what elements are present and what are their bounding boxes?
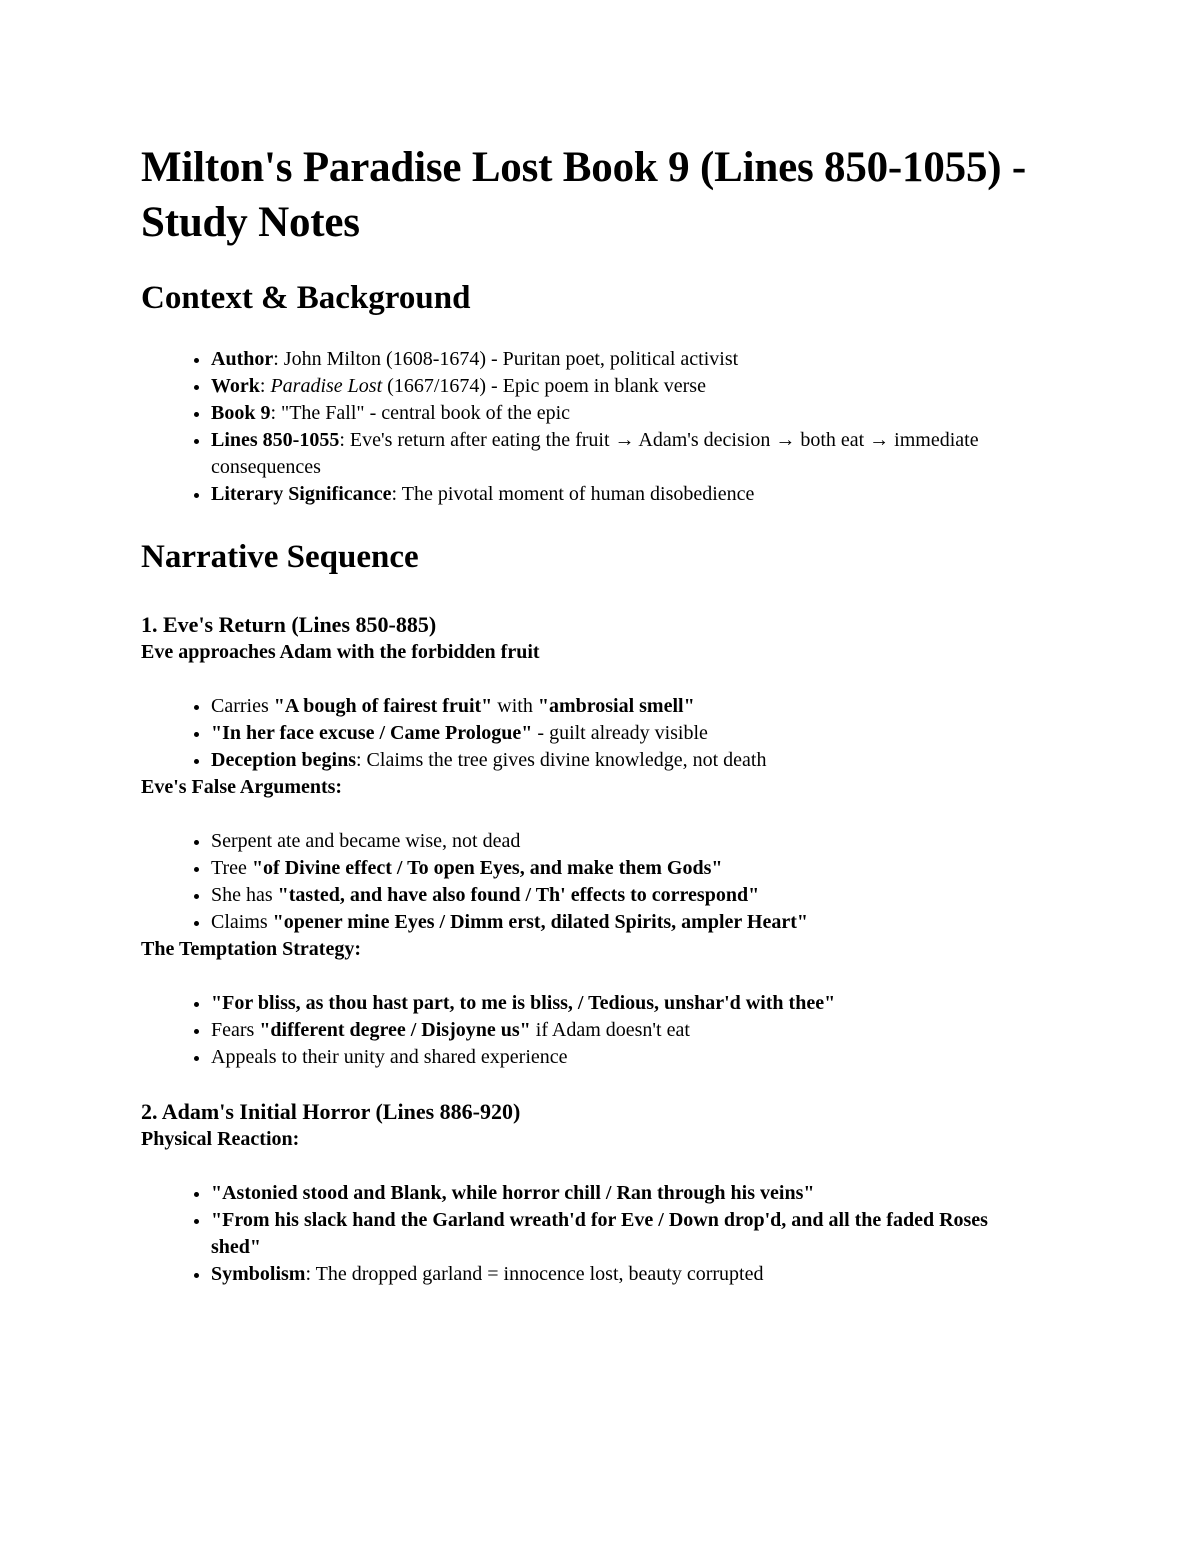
- false-arguments-list: [141, 828, 1041, 936]
- list-item: • Claims "opener mine Eyes / Dimm erst, dilated Spirits, ampler Heart": [211, 909, 1041, 936]
- list-item: • Serpent ate and became wise, not dead: [211, 828, 1041, 855]
- list-item: • Symbolism: The dropped garland = innocence lost, beauty corrupted: [211, 1261, 1041, 1288]
- list-item: • Appeals to their unity and shared experience: [211, 1044, 1041, 1071]
- narrative-heading: Narrative Sequence: [141, 539, 419, 575]
- context-list: [141, 346, 1041, 508]
- list-item: • Fears "different degree / Disjoyne us" if Adam doesn't eat: [211, 1017, 1041, 1044]
- section-lead: Physical Reaction:: [141, 1128, 300, 1150]
- list-item: • Book 9: "The Fall" - central book of the epic: [211, 400, 1041, 427]
- list-item: • "For bliss, as thou hast part, to me is bliss, / Tedious, unshar'd with thee": [211, 990, 1041, 1017]
- section-lead: Eve's False Arguments:: [141, 776, 343, 798]
- list-item: • Author: John Milton (1608-1674) - Puritan poet, political activist: [211, 346, 1041, 373]
- eve-approach-list: [141, 693, 1041, 774]
- list-item: • "In her face excuse / Came Prologue" - guilt already visible: [211, 720, 1041, 747]
- list-item: • Work: Paradise Lost (1667/1674) - Epic poem in blank verse: [211, 373, 1041, 400]
- section-lead: Eve approaches Adam with the forbidden fruit: [141, 641, 540, 663]
- list-item: • She has "tasted, and have also found / Th' effects to correspond": [211, 882, 1041, 909]
- section-heading-eves-return: 1. Eve's Return (Lines 850-885): [141, 612, 437, 637]
- section-heading-adams-horror: 2. Adam's Initial Horror (Lines 886-920): [141, 1099, 521, 1124]
- list-item: • Carries "A bough of fairest fruit" with "ambrosial smell": [211, 693, 1041, 720]
- list-item: • Lines 850-1055: Eve's return after eating the fruit → Adam's decision → both eat → immediate consequences: [211, 427, 1041, 481]
- section-lead: The Temptation Strategy:: [141, 938, 361, 960]
- list-item: • Tree "of Divine effect / To open Eyes, and make them Gods": [211, 855, 1041, 882]
- list-item: • Deception begins: Claims the tree gives divine knowledge, not death: [211, 747, 1041, 774]
- context-heading: Context & Background: [141, 280, 471, 316]
- document-page: [141, 140, 1041, 1288]
- page-title: Milton's Paradise Lost Book 9 (Lines 850-1055) - Study Notes: [141, 144, 1027, 246]
- list-item: • Literary Significance: The pivotal moment of human disobedience: [211, 481, 1041, 508]
- physical-reaction-list: [141, 1180, 1041, 1288]
- list-item: • "Astonied stood and Blank, while horror chill / Ran through his veins": [211, 1180, 1041, 1207]
- temptation-strategy-list: [141, 990, 1041, 1071]
- list-item: • "From his slack hand the Garland wreath'd for Eve / Down drop'd, and all the faded Roses shed": [211, 1207, 1041, 1261]
